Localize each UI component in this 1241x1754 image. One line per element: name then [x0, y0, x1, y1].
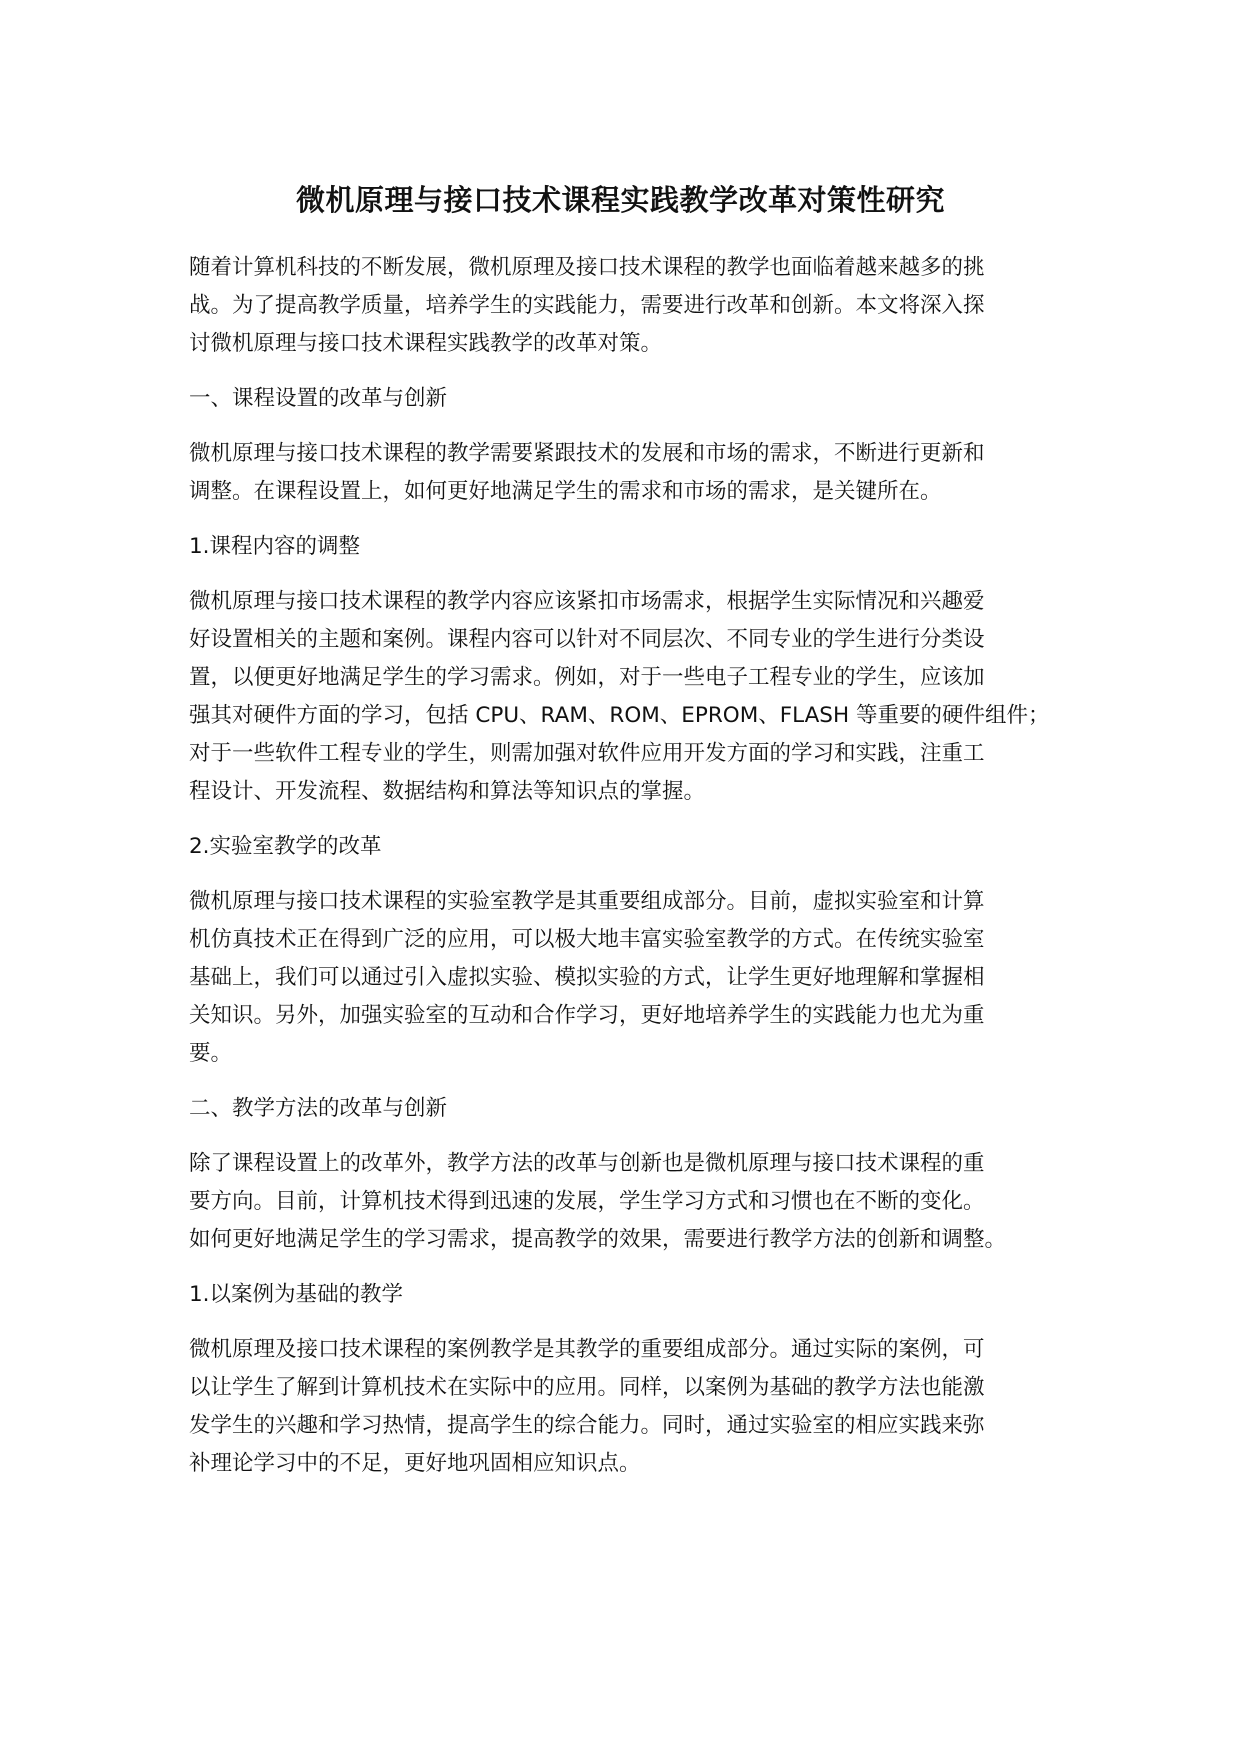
intro-paragraph-line-3: 讨微机原理与接口技术课程实践教学的改革对策。: [189, 331, 663, 356]
paragraph-line: 好设置相关的主题和案例。课程内容可以针对不同层次、不同专业的学生进行分类设: [189, 627, 985, 652]
paragraph-line: 微机原理与接口技术课程的教学内容应该紧扣市场需求，根据学生实际情况和兴趣爱: [189, 589, 985, 614]
paragraph-line: 调整。在课程设置上，如何更好地满足学生的需求和市场的需求，是关键所在。: [189, 479, 942, 504]
paragraph-line: 补理论学习中的不足，更好地巩固相应知识点。: [189, 1451, 641, 1476]
paragraph-line: 强其对硬件方面的学习，包括 CPU、RAM、ROM、EPROM、FLASH 等重要的硬件组件；: [189, 703, 1050, 728]
section-heading-1: 一、课程设置的改革与创新: [189, 386, 448, 411]
paragraph-line: 机仿真技术正在得到广泛的应用，可以极大地丰富实验室教学的方式。在传统实验室: [189, 927, 985, 952]
paragraph-line: 置，以便更好地满足学生的学习需求。例如，对于一些电子工程专业的学生，应该加: [189, 665, 985, 690]
subsection-heading-2-1: 1.以案例为基础的教学: [189, 1282, 404, 1307]
document-title: 微机原理与接口技术课程实践教学改革对策性研究: [295, 183, 945, 217]
intro-paragraph-line-2: 战。为了提高教学质量，培养学生的实践能力，需要进行改革和创新。本文将深入探: [189, 293, 985, 318]
paragraph-line: 以让学生了解到计算机技术在实际中的应用。同样，以案例为基础的教学方法也能激: [189, 1375, 985, 1400]
paragraph-line: 对于一些软件工程专业的学生，则需加强对软件应用开发方面的学习和实践，注重工: [189, 741, 985, 766]
paragraph-line: 除了课程设置上的改革外，教学方法的改革与创新也是微机原理与接口技术课程的重: [189, 1151, 985, 1176]
paragraph-line: 如何更好地满足学生的学习需求，提高教学的效果，需要进行教学方法的创新和调整。: [189, 1227, 1007, 1252]
paragraph-line: 微机原理及接口技术课程的案例教学是其教学的重要组成部分。通过实际的案例，可: [189, 1337, 985, 1362]
paragraph-line: 要。: [189, 1041, 233, 1066]
paragraph-line: 关知识。另外，加强实验室的互动和合作学习，更好地培养学生的实践能力也尤为重: [189, 1003, 985, 1028]
paragraph-line: 程设计、开发流程、数据结构和算法等知识点的掌握。: [189, 779, 706, 804]
section-heading-2: 二、教学方法的改革与创新: [189, 1096, 448, 1121]
paragraph-line: 微机原理与接口技术课程的实验室教学是其重要组成部分。目前，虚拟实验室和计算: [189, 889, 985, 914]
intro-paragraph-line-1: 随着计算机科技的不断发展，微机原理及接口技术课程的教学也面临着越来越多的挑: [189, 255, 985, 280]
subsection-heading-1-1: 1.课程内容的调整: [189, 534, 361, 559]
paragraph-line: 发学生的兴趣和学习热情，提高学生的综合能力。同时，通过实验室的相应实践来弥: [189, 1413, 985, 1438]
paragraph-line: 基础上，我们可以通过引入虚拟实验、模拟实验的方式，让学生更好地理解和掌握相: [189, 965, 985, 990]
subsection-heading-1-2: 2.实验室教学的改革: [189, 834, 382, 859]
paragraph-line: 微机原理与接口技术课程的教学需要紧跟技术的发展和市场的需求，不断进行更新和: [189, 441, 985, 466]
paragraph-line: 要方向。目前，计算机技术得到迅速的发展，学生学习方式和习惯也在不断的变化。: [189, 1189, 985, 1214]
